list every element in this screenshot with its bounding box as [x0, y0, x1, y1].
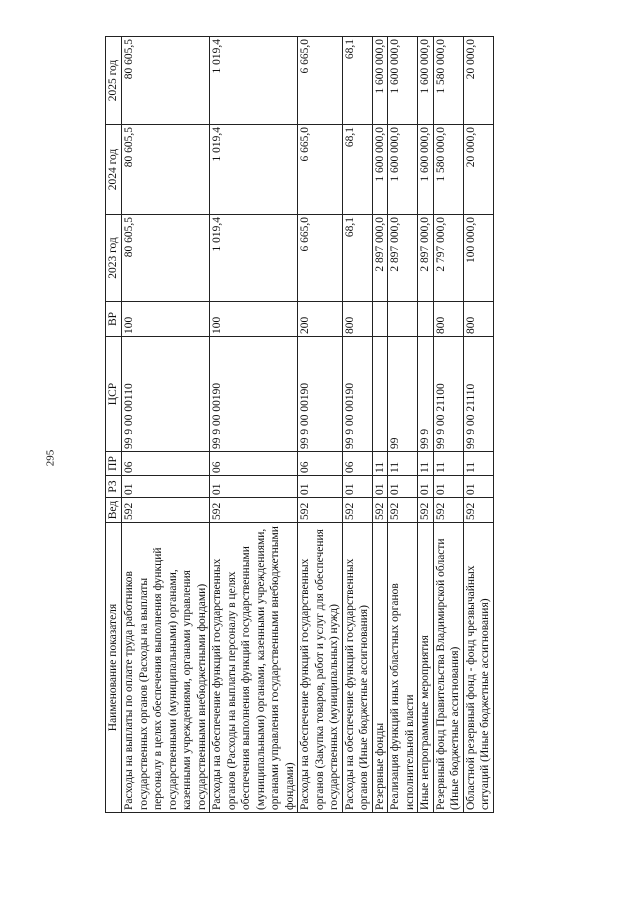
table-row — [372, 37, 388, 813]
header-rz: РЗ — [106, 476, 122, 498]
row-name: Реализация функций иных областных органов исполнительной власти — [388, 523, 418, 813]
row-csr: 99 9 00 00190 — [342, 337, 372, 452]
header-name: Наименование показателя — [106, 523, 122, 813]
row-pr: 06 — [122, 452, 210, 476]
row-2023: 2 897 000,0 — [388, 215, 418, 302]
header-vr: ВР — [106, 302, 122, 337]
rotated-table-wrapper — [105, 37, 635, 813]
row-2023: 2 897 000,0 — [372, 215, 388, 302]
row-2024: 80 605,5 — [122, 125, 210, 215]
row-2025: 80 605,5 — [122, 37, 210, 125]
row-pr: 11 — [433, 452, 463, 476]
row-pr: 06 — [210, 452, 298, 476]
row-ved: 592 — [122, 498, 210, 523]
row-ved: 592 — [388, 498, 418, 523]
row-name: Расходы на обеспечение функций государственных органов (Закупка товаров, работ и услуг для обеспечения государственных (муниципальных) нужд) — [298, 523, 343, 813]
row-pr: 11 — [418, 452, 434, 476]
row-vr: 800 — [463, 302, 493, 337]
row-name: Расходы на обеспечение функций государственных органов (Иные бюджетные ассигнования) — [342, 523, 372, 813]
row-2025: 6 665,0 — [298, 37, 343, 125]
row-2025: 1 600 000,0 — [388, 37, 418, 125]
row-csr: 99 — [388, 337, 418, 452]
row-2024: 1 019,4 — [210, 125, 298, 215]
table-row — [122, 37, 210, 813]
row-2024: 1 580 000,0 — [433, 125, 463, 215]
header-csr: ЦСР — [106, 337, 122, 452]
row-ved: 592 — [463, 498, 493, 523]
row-rz: 01 — [433, 476, 463, 498]
row-name: Областной резервный фонд - фонд чрезвычайных ситуаций (Иные бюджетные ассигнования) — [463, 523, 493, 813]
row-vr — [372, 302, 388, 337]
row-csr: 99 9 00 21110 — [463, 337, 493, 452]
row-2023: 2 797 000,0 — [433, 215, 463, 302]
row-2025: 20 000,0 — [463, 37, 493, 125]
header-pr: ПР — [106, 452, 122, 476]
row-name: Резервные фонды — [372, 523, 388, 813]
table-row — [463, 37, 493, 813]
row-2025: 68,1 — [342, 37, 372, 125]
budget-table — [105, 36, 494, 813]
header-2025: 2025 год — [106, 37, 122, 125]
table-row — [388, 37, 418, 813]
row-rz: 01 — [342, 476, 372, 498]
row-vr: 200 — [298, 302, 343, 337]
row-2025: 1 600 000,0 — [372, 37, 388, 125]
row-csr: 99 9 00 00190 — [298, 337, 343, 452]
row-rz: 01 — [298, 476, 343, 498]
row-vr: 800 — [342, 302, 372, 337]
row-ved: 592 — [210, 498, 298, 523]
row-2024: 1 600 000,0 — [388, 125, 418, 215]
row-2024: 1 600 000,0 — [418, 125, 434, 215]
row-rz: 01 — [210, 476, 298, 498]
table-row — [433, 37, 463, 813]
row-2023: 1 019,4 — [210, 215, 298, 302]
row-pr: 11 — [372, 452, 388, 476]
row-rz: 01 — [388, 476, 418, 498]
page-number: 295 — [44, 449, 57, 467]
row-ved: 592 — [298, 498, 343, 523]
row-pr: 06 — [342, 452, 372, 476]
row-2024: 68,1 — [342, 125, 372, 215]
row-csr — [372, 337, 388, 452]
row-vr — [388, 302, 418, 337]
row-2024: 6 665,0 — [298, 125, 343, 215]
row-pr: 11 — [388, 452, 418, 476]
row-2024: 20 000,0 — [463, 125, 493, 215]
row-2023: 80 605,5 — [122, 215, 210, 302]
row-name: Расходы на обеспечение функций государственных органов (Расходы на выплаты персоналу в целях обеспечения выполнения функций государственными (муниципальными) органами, казенными учреждениями, органами управления государственными внебюджетными фондами) — [210, 523, 298, 813]
row-2025: 1 019,4 — [210, 37, 298, 125]
row-2023: 2 897 000,0 — [418, 215, 434, 302]
row-rz: 01 — [122, 476, 210, 498]
row-2023: 6 665,0 — [298, 215, 343, 302]
row-rz: 01 — [463, 476, 493, 498]
row-ved: 592 — [418, 498, 434, 523]
row-2023: 100 000,0 — [463, 215, 493, 302]
row-vr: 100 — [122, 302, 210, 337]
row-2025: 1 600 000,0 — [418, 37, 434, 125]
row-rz: 01 — [372, 476, 388, 498]
row-rz: 01 — [418, 476, 434, 498]
row-ved: 592 — [433, 498, 463, 523]
table-row — [418, 37, 434, 813]
row-csr: 99 9 00 00190 — [210, 337, 298, 452]
row-vr — [418, 302, 434, 337]
row-2024: 1 600 000,0 — [372, 125, 388, 215]
row-vr: 100 — [210, 302, 298, 337]
row-csr: 99 9 — [418, 337, 434, 452]
table-row — [298, 37, 343, 813]
row-csr: 99 9 00 21100 — [433, 337, 463, 452]
row-2025: 1 580 000,0 — [433, 37, 463, 125]
table-row — [210, 37, 298, 813]
row-name: Расходы на выплаты по оплате труда работников государственных органов (Расходы на выплаты персоналу в целях обеспечения выполнения функций государственными (муниципальными) органами, казенными учреждениями, органами управления государственными внебюджетными фондами) — [122, 523, 210, 813]
row-ved: 592 — [372, 498, 388, 523]
row-pr: 06 — [298, 452, 343, 476]
header-2023: 2023 год — [106, 215, 122, 302]
header-ved: Вед — [106, 498, 122, 523]
header-row — [106, 37, 122, 813]
table-row — [342, 37, 372, 813]
row-vr: 800 — [433, 302, 463, 337]
row-ved: 592 — [342, 498, 372, 523]
row-csr: 99 9 00 00110 — [122, 337, 210, 452]
row-2023: 68,1 — [342, 215, 372, 302]
row-pr: 11 — [463, 452, 493, 476]
row-name: Резервный фонд Правительства Владимирской области (Иные бюджетные ассигнования) — [433, 523, 463, 813]
header-2024: 2024 год — [106, 125, 122, 215]
row-name: Иные непрограммные мероприятия — [418, 523, 434, 813]
